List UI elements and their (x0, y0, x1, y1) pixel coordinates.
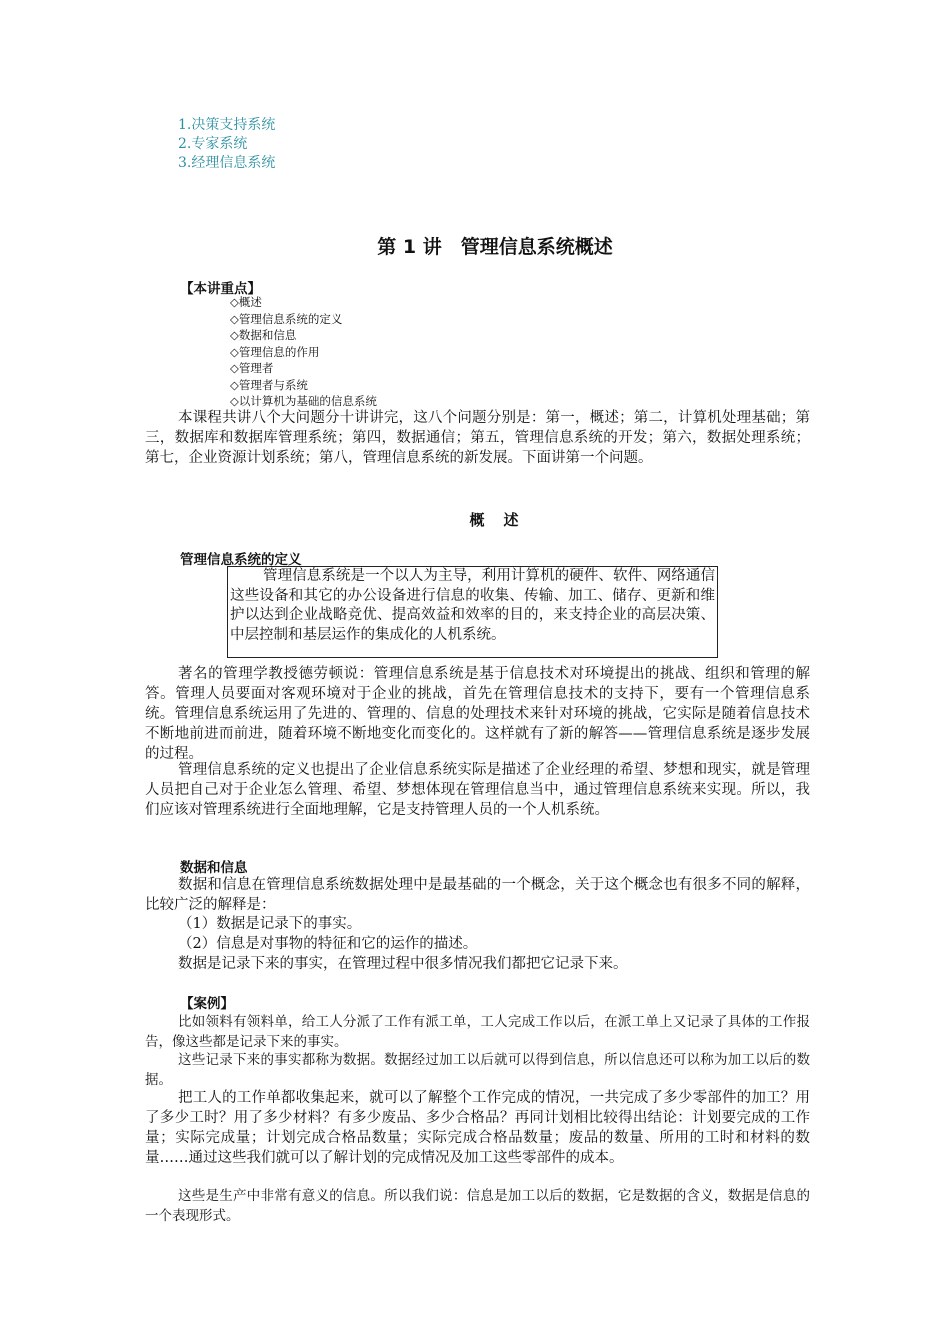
definition-paragraph-1: 著名的管理学教授德劳顿说：管理信息系统是基于信息技术对环境提出的挑战、组织和管理的解答。管理人员要面对客观环境对于企业的挑战，首先在管理信息技术的支持下，要有一个管理信息系统。管理信息系统运用了先进的、管理的、信息的处理技术来针对环境的挑战，它实际是随着信息技术不断地前进而前进，随着环境不断地变化而变化的。这样就有了新的解答——管理信息系统是逐步发展的过程。 (145, 666, 810, 762)
toc-item-2[interactable]: 2.专家系统 (178, 136, 248, 152)
case-heading: 【案例】 (180, 996, 234, 1012)
case-paragraph-2: 这些记录下来的事实都称为数据。数据经过加工以后就可以得到信息，所以信息还可以称为加工以后的数据。 (145, 1052, 810, 1088)
definition-box: 管理信息系统是一个以人为主导，利用计算机的硬件、软件、网络通信这些设备和其它的办公设备进行信息的收集、传输、加工、储存、更新和维护以达到企业战略竞优、提高效益和效率的目的，来支持企业的高层决策、中层控制和基层运作的集成化的人机系统。 (227, 566, 718, 658)
data-info-paragraph: 数据和信息在管理信息系统数据处理中是最基础的一个概念，关于这个概念也有很多不同的解释，比较广泛的解释是： (145, 877, 810, 913)
key-points-heading: 【本讲重点】 (180, 281, 261, 297)
case-paragraph-4: 这些是生产中非常有意义的信息。所以我们说：信息是加工以后的数据，它是数据的含义，数据是信息的一个表现形式。 (145, 1188, 810, 1224)
key-point-item: ◇管理信息的作用 (230, 344, 320, 359)
intro-paragraph: 本课程共讲八个大问题分十讲讲完，这八个问题分别是：第一，概述；第二，计算机处理基础；第三，数据库和数据库管理系统；第四，数据通信；第五，管理信息系统的开发；第六，数据处理系统；第七，企业资源计划系统；第八，管理信息系统的新发展。下面讲第一个问题。 (145, 410, 810, 466)
page-title: 第 1 讲 管理信息系统概述 (377, 236, 613, 258)
toc-list (178, 116, 275, 173)
data-info-item-1: （1）数据是记录下的事实。 (178, 916, 362, 932)
toc-item-1[interactable]: 1.决策支持系统 (178, 117, 276, 133)
section-title: 概 述 (469, 511, 521, 529)
definition-heading: 管理信息系统的定义 (180, 552, 302, 568)
data-info-heading: 数据和信息 (180, 860, 248, 876)
key-point-item: ◇概述 (230, 295, 262, 309)
data-info-paragraph-2: 数据是记录下来的事实，在管理过程中很多情况我们都把它记录下来。 (178, 956, 628, 972)
key-points-list (230, 294, 377, 410)
definition-paragraph-2: 管理信息系统的定义也提出了企业信息系统实际是描述了企业经理的希望、梦想和现实，就是管理人员把自己对于企业怎么管理、希望、梦想体现在管理信息当中，通过管理信息系统来实现。所以，我们应该对管理系统进行全面地理解，它是支持管理人员的一个人机系统。 (145, 762, 810, 818)
toc-item-3[interactable]: 3.经理信息系统 (178, 155, 276, 171)
case-paragraph-1: 比如领料有领料单，给工人分派了工作有派工单，工人完成工作以后，在派工单上又记录了具体的工作报告，像这些都是记录下来的事实。 (145, 1014, 810, 1050)
key-point-item: ◇数据和信息 (230, 328, 297, 342)
key-point-item: ◇管理者与系统 (230, 377, 308, 392)
key-point-item: ◇管理信息系统的定义 (230, 311, 343, 326)
data-info-item-2: （2）信息是对事物的特征和它的运作的描述。 (178, 936, 478, 952)
key-point-item: ◇管理者 (230, 361, 274, 375)
key-point-item: ◇以计算机为基础的信息系统 (230, 394, 377, 408)
case-paragraph-3: 把工人的工作单都收集起来，就可以了解整个工作完成的情况，一共完成了多少零部件的加工？用了多少工时？用了多少材料？有多少废品、多少合格品？再同计划相比较得出结论：计划要完成的工作量；实际完成量；计划完成合格品数量；实际完成合格品数量；废品的数量、所用的工时和材料的数量……通过这些我们就可以了解计划的完成情况及加工这些零部件的成本。 (145, 1090, 810, 1166)
